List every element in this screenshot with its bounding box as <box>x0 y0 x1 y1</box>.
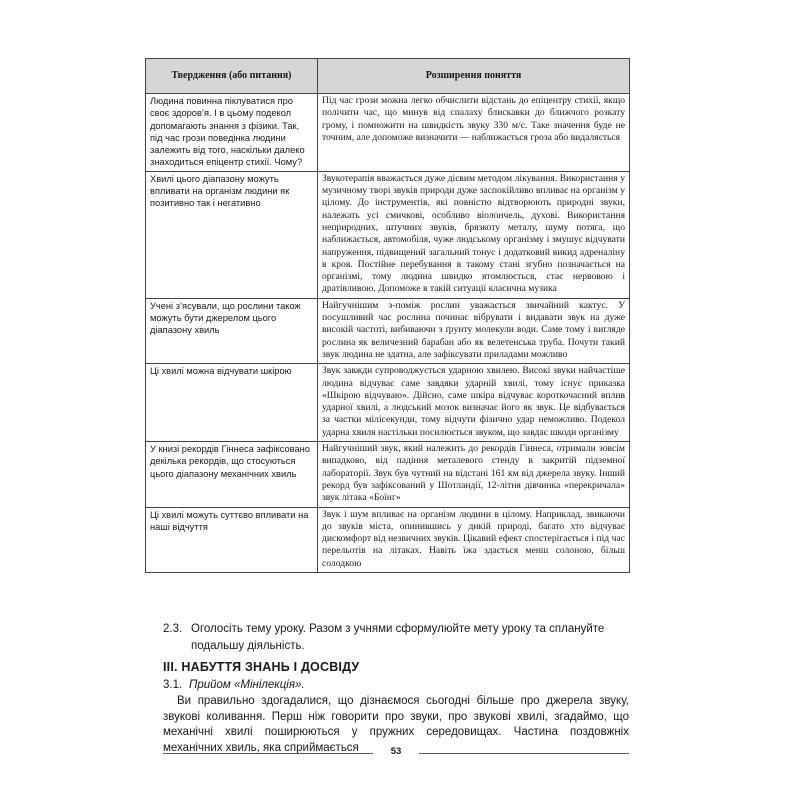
task-number: 2.3. <box>163 623 183 635</box>
table-row <box>146 298 630 363</box>
subsection-number: 3.1. <box>163 679 183 691</box>
section-title: ІІІ. НАБУТТЯ ЗНАНЬ І ДОСВІДУ <box>163 660 360 674</box>
table-row <box>146 442 630 507</box>
task-text: Оголосіть тему уроку. Разом з учнями сформулюйте мету уроку та сплануйте подальшу діяльність. <box>191 623 605 652</box>
statement-cell: У книзі рекордів Гіннеса зафіксовано декілька рекордів, що стосуються цього діапазону механічних хвиль <box>146 442 318 507</box>
statement-cell: Людина повинна піклуватися про своє здоров’я. І в цьому подекол допомагають знання з фізики. Так, під час грози поведінка людини залежить від того, наскільки далеко знаходиться епіцентр стихії. Чому? <box>146 94 318 172</box>
body-paragraph: Ви правильно здогадалися, що дізнаємося сьогодні більше про джерела звуку, звукові коливання. Перш ніж говорити про звуки, про звукові хвилі, згадаймо, що механічні хвилі поширюються у пружних середовищах. Частина поздовжніх механічних хвиль, яка сприймається <box>163 695 629 754</box>
expansion-cell: Під час грози можна легко обчислити відстань до епіцентру стихії, якщо полічити час, що минув від спалаху блискавки до ближчого розкату грому, і помножити на швидкість звуку 330 м/с. Таке значення буде не точним, але допоможе визначити — наближається гроза або видаляється <box>318 94 630 172</box>
statement-cell: Ці хвилі можуть суттєво впливати на наші відчуття <box>146 507 318 572</box>
expansion-cell: Найгучніший звук, який належить до рекордів Гіннеса, отримали зовсім випадково, від падіння металевого стенду в закритій підземної лабораторії. Звук був чутний на відстані 161 км від джерела звуку. Інший рекорд був зафіксований у Шотландії, 12-літня дівчинка «перекричала» звук літака «Боїнг» <box>318 442 630 507</box>
table-row <box>146 171 630 298</box>
subsection-title: Прийом «Мінілекція». <box>189 679 305 691</box>
expansion-cell: Звук і шум впливає на організм людини в цілому. Наприклад, звикаючи до звуків міста, опинившись у дикій природі, багато хто відчуває дискомфорт від незвичних звуків. Цікавий ефект спостерігається і під час перельотів на літаках. Навіть їжа здається менш солоною, більш солодкою <box>318 507 630 572</box>
expansion-cell: Звук завжди супроводжується ударною хвилею. Високі звуки найчастіше людина відчуває саме завдяки ударній хвилі, тому існує приказка «Шкірою відчуваю». Дійсно, саме шкіра відчуває короткочасний вплив ударної хвилі, а людський мозок визначає його як звук. Це відбувається за частки мілісекунди, тому відчути фізично удар неможливо. Подекол ударна хвиля настільки посилюється звуком, що завдає шкоди організму <box>318 364 630 442</box>
expansion-cell: Звукотерапія вважається дуже дієвим методом лікування. Використання у музичному творі звуків природи дуже заспокійливо впливає на організм у цілому. До інструментів, які повністю відтворюють природні звуки, належать усі смичкові, особливо віолончель, духові. Використання неприродних, штучних звуків, брязкоту металу, шуму потяга, що наближається, автомобіля, чуже людському організму і змушує відчувати напруження, підвищений загальний тонус і додатковий викид адреналіну в кров. Постійне перебування в такому стані згубно позначається на організмі, тому людина швидко втомлюється, стає нервовою і дратівливою. Допоможе в такій ситуації класична музика <box>318 171 630 298</box>
task-item <box>163 621 633 655</box>
statement-cell: Хвилі цього діапазону можуть впливати на організм людини як позитивно так і негативно <box>146 171 318 298</box>
page-footer <box>163 746 629 760</box>
table-row <box>146 507 630 572</box>
page-number: 53 <box>390 746 402 757</box>
table-header-row <box>146 59 630 94</box>
table-row <box>146 364 630 442</box>
column-header-expansion: Розширення поняття <box>318 59 630 94</box>
subsection <box>163 679 305 691</box>
statement-cell: Учені з’ясували, що рослини також можуть бути джерелом цього діапазону хвиль <box>146 298 318 363</box>
footer-rule-right <box>419 753 629 754</box>
concept-table <box>145 58 630 573</box>
table-row <box>146 94 630 172</box>
column-header-statement: Твердження (або питання) <box>146 59 318 94</box>
statement-cell: Ці хвилі можна відчувати шкірою <box>146 364 318 442</box>
expansion-cell: Найгучнішим з-поміж рослин уважається звичайний кактус. У посушливий час рослина починає вібрувати і видавати звук на дуже високій частоті, вибиваючи з ґрунту молекули води. Саме тому і вигляде рослина як величезний барабан або як велетенська труба. Почути такий звук людина не здатна, але зафіксувати приладами можливо <box>318 298 630 363</box>
